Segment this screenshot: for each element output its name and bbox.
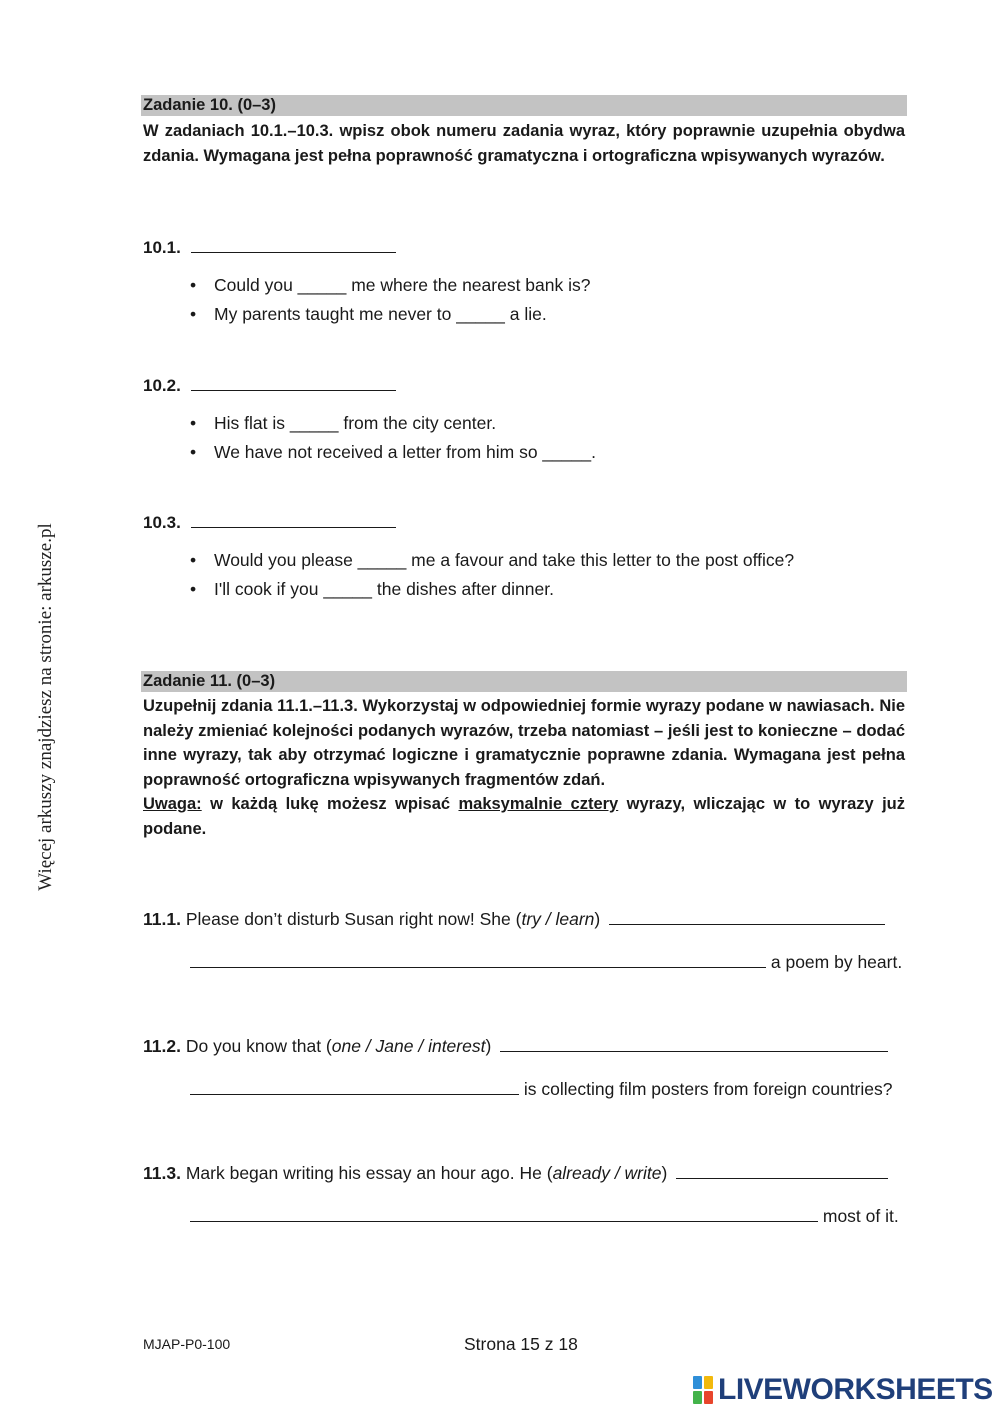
note-emphasis: maksymalnie cztery xyxy=(458,795,619,813)
paren: ) xyxy=(485,1036,492,1056)
item-10-2 xyxy=(143,374,396,397)
sentence-start: Please don’t disturb Susan right now! She ( xyxy=(185,909,522,929)
sentence-end: most of it. xyxy=(818,1206,899,1226)
answer-blank-11-1a[interactable] xyxy=(609,908,885,925)
answer-blank-11-3b[interactable] xyxy=(190,1205,818,1222)
note-text: wyrazy, wliczając w to wyrazy już podane. xyxy=(143,795,905,838)
task11-instruction-text: Uzupełnij zdania 11.1.–11.3. Wykorzystaj w odpowiedniej formie wyrazy podane w nawiasach. Nie należy zmieniać kolejności podanych wyrazów, trzeba natomiast – jeśli jest to konieczne – dodać inne wyrazy, tak aby otrzymać logiczne i gramatycznie poprawne zdania. Wymagana jest pełna poprawność ortograficzna wpisywanych fragmentów zdań. xyxy=(143,697,905,789)
sentence: • Would you please _____ me a favour and take this letter to the post office? xyxy=(190,549,794,578)
liveworksheets-logo xyxy=(693,1374,993,1406)
item-number: 10.1. xyxy=(143,238,181,257)
task10-instruction-text: W zadaniach 10.1.–10.3. wpisz obok numeru zadania wyraz, który poprawnie uzupełnia obydwa zdania. Wymagana jest pełna poprawność gramatyczna i ortograficzna wpisywanych wyrazów. xyxy=(143,122,905,165)
word-hint: try / learn xyxy=(521,909,595,929)
note-text: w każdą lukę możesz wpisać xyxy=(201,795,459,813)
note-label: Uwaga: xyxy=(143,795,202,813)
sentence-end: is collecting film posters from foreign countries? xyxy=(519,1079,893,1099)
item-10-1 xyxy=(143,236,396,259)
item-11-1-line1 xyxy=(143,908,885,930)
item-11-2-line2 xyxy=(190,1078,892,1100)
item-number: 11.2. xyxy=(143,1036,181,1056)
answer-blank-10-2[interactable] xyxy=(191,374,396,391)
sentences-10-3 xyxy=(190,549,794,607)
answer-blank-10-3[interactable] xyxy=(191,511,396,528)
paren: ) xyxy=(661,1163,668,1183)
sentence: • Could you _____ me where the nearest bank is? xyxy=(190,274,591,303)
sentence: • My parents taught me never to _____ a lie. xyxy=(190,303,591,332)
logo-mark-icon xyxy=(693,1376,713,1404)
word-hint: one / Jane / interest xyxy=(331,1036,486,1056)
answer-blank-10-1[interactable] xyxy=(191,236,396,253)
sentence-end: a poem by heart. xyxy=(766,952,903,972)
item-11-1-line2 xyxy=(190,951,902,973)
answer-blank-11-2a[interactable] xyxy=(500,1035,888,1052)
item-10-3 xyxy=(143,511,396,534)
page-number: Strona 15 z 18 xyxy=(464,1334,578,1354)
item-11-3-line1 xyxy=(143,1162,888,1184)
sentences-10-2 xyxy=(190,412,596,470)
task11-instruction xyxy=(143,694,905,841)
task11-note xyxy=(143,792,905,841)
side-watermark: Więcej arkuszy znajdziesz na stronie: arkusze.pl xyxy=(35,523,56,891)
task11-header: Zadanie 11. (0–3) xyxy=(141,671,907,692)
answer-blank-11-2b[interactable] xyxy=(190,1078,519,1095)
sentences-10-1 xyxy=(190,274,591,332)
sentence: • We have not received a letter from him so _____. xyxy=(190,441,596,470)
exam-code: MJAP-P0-100 xyxy=(143,1336,231,1352)
task10-instruction xyxy=(143,119,905,168)
sentence-start: Mark began writing his essay an hour ago. He ( xyxy=(185,1163,553,1183)
task10-header: Zadanie 10. (0–3) xyxy=(141,95,907,116)
answer-blank-11-3a[interactable] xyxy=(676,1162,888,1179)
answer-blank-11-1b[interactable] xyxy=(190,951,766,968)
item-11-3-line2 xyxy=(190,1205,899,1227)
sentence-start: Do you know that ( xyxy=(185,1036,332,1056)
logo-text: LIVEWORKSHEETS xyxy=(718,1373,993,1406)
item-number: 10.2. xyxy=(143,376,181,395)
word-hint: already / write xyxy=(552,1163,662,1183)
paren: ) xyxy=(594,909,601,929)
item-11-2-line1 xyxy=(143,1035,888,1057)
item-number: 11.1. xyxy=(143,909,181,929)
item-number: 10.3. xyxy=(143,513,181,532)
sentence: • His flat is _____ from the city center. xyxy=(190,412,596,441)
item-number: 11.3. xyxy=(143,1163,181,1183)
sentence: • I'll cook if you _____ the dishes after dinner. xyxy=(190,578,794,607)
